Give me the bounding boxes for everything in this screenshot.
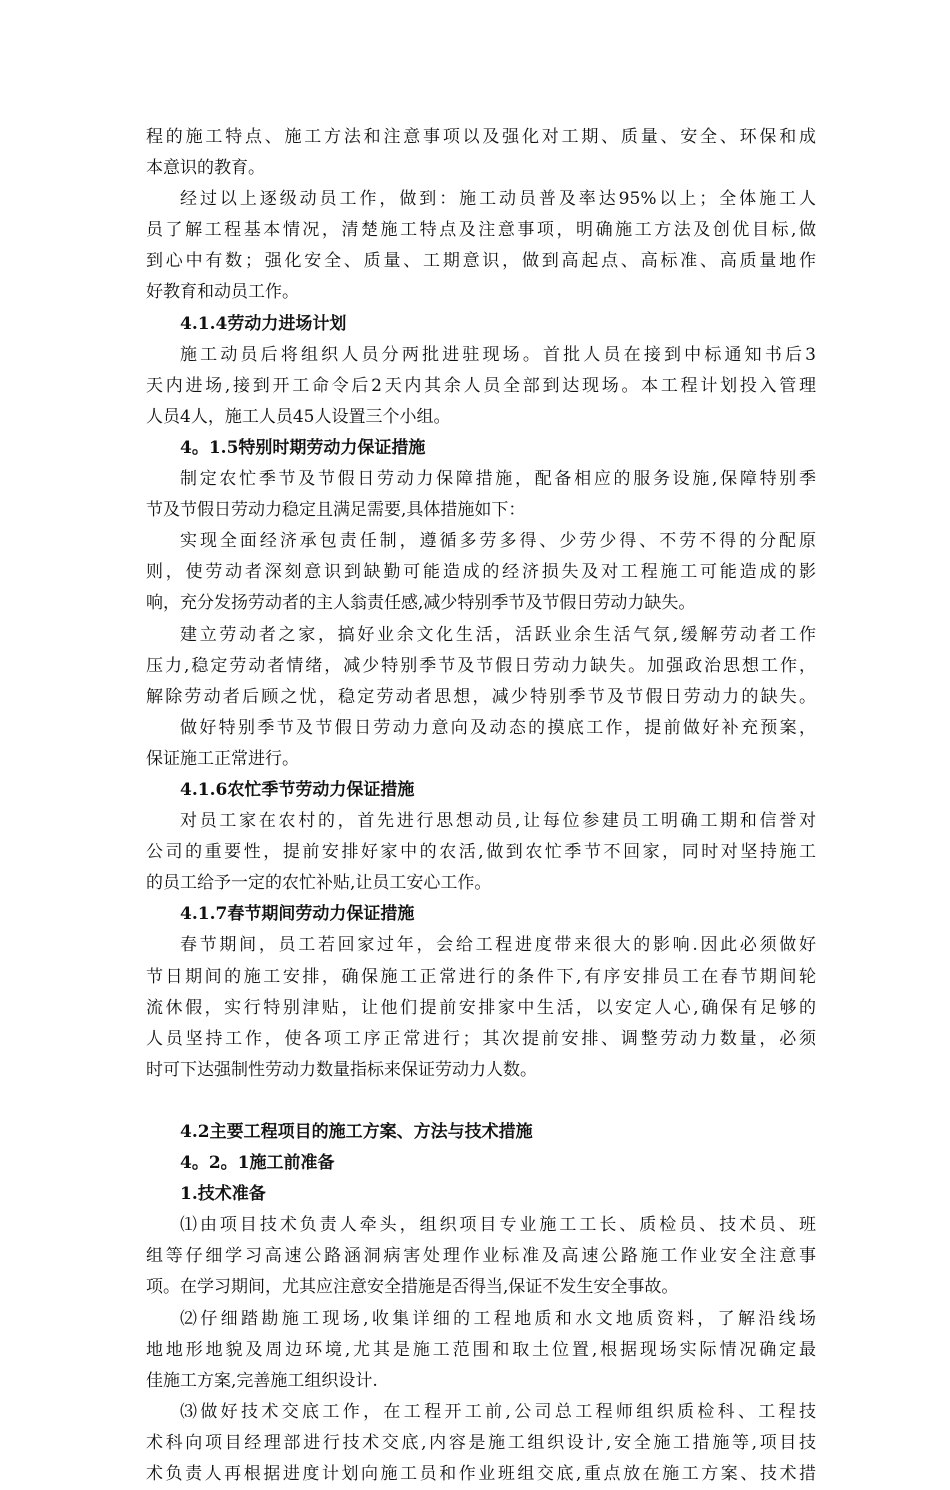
paragraph-line: 员了解工程基本情况，清楚施工特点及注意事项，明确施工方法及创优目标,做 xyxy=(146,220,816,241)
paragraph-line: 人员坚持工作，使各项工序正常进行；其次提前安排、调整劳动力数量，必须 xyxy=(146,1028,816,1049)
paragraph-line: 项。在学习期间，尤其应注意安全措施是否得当,保证不发生安全事故。 xyxy=(146,1277,679,1298)
paragraph-line: 节及节假日劳动力稳定且满足需要,具体措施如下： xyxy=(146,500,526,521)
paragraph-line: 好教育和动员工作。 xyxy=(146,282,299,303)
paragraph-line: 压力,稳定劳动者情绪，减少特别季节及节假日劳动力缺失。加强政治思想工作， xyxy=(146,655,816,676)
paragraph-line: 春节期间，员工若回家过年，会给工程进度带来很大的影响.因此必须做好 xyxy=(180,935,816,956)
paragraph-line: 保证施工正常进行。 xyxy=(146,748,299,769)
paragraph-line: 组等仔细学习高速公路涵洞病害处理作业标准及高速公路施工作业安全注意事 xyxy=(146,1246,816,1267)
section-heading-4-1-7: 4.1.7春节期间劳动力保证措施 xyxy=(180,904,415,925)
paragraph-line: ⑴由项目技术负责人牵头，组织项目专业施工工长、质检员、技术员、班 xyxy=(180,1215,816,1236)
subsection-heading-technical-preparation: 1.技术准备 xyxy=(180,1184,266,1205)
paragraph-line: 程的施工特点、施工方法和注意事项以及强化对工期、质量、安全、环保和成 xyxy=(146,127,816,147)
paragraph-line: 做好特别季节及节假日劳动力意向及动态的摸底工作，提前做好补充预案， xyxy=(180,717,816,738)
section-heading-4-2-1: 4。2。1施工前准备 xyxy=(180,1153,335,1174)
paragraph-line: 公司的重要性，提前安排好家中的农活,做到农忙季节不回家，同时对坚持施工 xyxy=(146,842,816,863)
section-heading-4-1-4: 4.1.4劳动力进场计划 xyxy=(180,313,347,334)
section-heading-4-2: 4.2主要工程项目的施工方案、方法与技术措施 xyxy=(180,1122,533,1142)
paragraph-line: 节日期间的施工安排，确保施工正常进行的条件下,有序安排员工在春节期间轮 xyxy=(146,966,816,987)
section-heading-4-1-5: 4。1.5特别时期劳动力保证措施 xyxy=(180,437,426,458)
paragraph-line: 施工动员后将组织人员分两批进驻现场。首批人员在接到中标通知书后3 xyxy=(180,344,816,365)
paragraph-line: 时可下达强制性劳动力数量指标来保证劳动力人数。 xyxy=(146,1059,537,1080)
paragraph-line: 响，充分发扬劳动者的主人翁责任感,减少特别季节及节假日劳动力缺失。 xyxy=(146,593,696,614)
paragraph-line: 流休假，实行特别津贴，让他们提前安排家中生活，以安定人心,确保有足够的 xyxy=(146,997,816,1018)
paragraph-line: 解除劳动者后顾之忧，稳定劳动者思想，减少特别季节及节假日劳动力的缺失。 xyxy=(146,686,816,707)
paragraph-line: 对员工家在农村的，首先进行思想动员,让每位参建员工明确工期和信誉对 xyxy=(180,811,816,832)
paragraph-line: 术负责人再根据进度计划向施工员和作业班组交底,重点放在施工方案、技术措 xyxy=(146,1464,816,1485)
section-heading-4-1-6: 4.1.6农忙季节劳动力保证措施 xyxy=(180,779,415,800)
paragraph-line: 实现全面经济承包责任制，遵循多劳多得、少劳少得、不劳不得的分配原 xyxy=(180,531,816,552)
paragraph-line: 地地形地貌及周边环境,尤其是施工范围和取土位置,根据现场实际情况确定最 xyxy=(146,1339,816,1360)
paragraph-line: 佳施工方案,完善施工组织设计. xyxy=(146,1370,378,1391)
paragraph-line: 制定农忙季节及节假日劳动力保障措施，配备相应的服务设施,保障特别季 xyxy=(180,469,816,490)
document-page xyxy=(146,122,816,1490)
paragraph-line: 术科向项目经理部进行技术交底,内容是施工组织设计,安全施工措施等,项目技 xyxy=(146,1432,816,1453)
paragraph-line: 到心中有数；强化安全、质量、工期意识，做到高起点、高标准、高质量地作 xyxy=(146,251,816,272)
paragraph-line: 本意识的教育。 xyxy=(146,158,265,179)
paragraph-line: ⑵仔细踏勘施工现场,收集详细的工程地质和水文地质资料，了解沿线场 xyxy=(180,1308,816,1329)
paragraph-line: 人员4人，施工人员45人设置三个小组。 xyxy=(146,406,451,427)
paragraph-line: 建立劳动者之家，搞好业余文化生活，活跃业余生活气氛,缓解劳动者工作 xyxy=(180,624,816,645)
paragraph-line: 经过以上逐级动员工作，做到：施工动员普及率达95%以上；全体施工人 xyxy=(180,189,816,210)
paragraph-line: 的员工给予一定的农忙补贴,让员工安心工作。 xyxy=(146,873,492,894)
blank-line xyxy=(146,1086,816,1117)
paragraph-line: ⑶做好技术交底工作，在工程开工前,公司总工程师组织质检科、工程技 xyxy=(180,1401,816,1422)
paragraph-line: 天内进场,接到开工命令后2天内其余人员全部到达现场。本工程计划投入管理 xyxy=(146,375,816,396)
paragraph-line: 则，使劳动者深刻意识到缺勤可能造成的经济损失及对工程施工可能造成的影 xyxy=(146,562,816,583)
